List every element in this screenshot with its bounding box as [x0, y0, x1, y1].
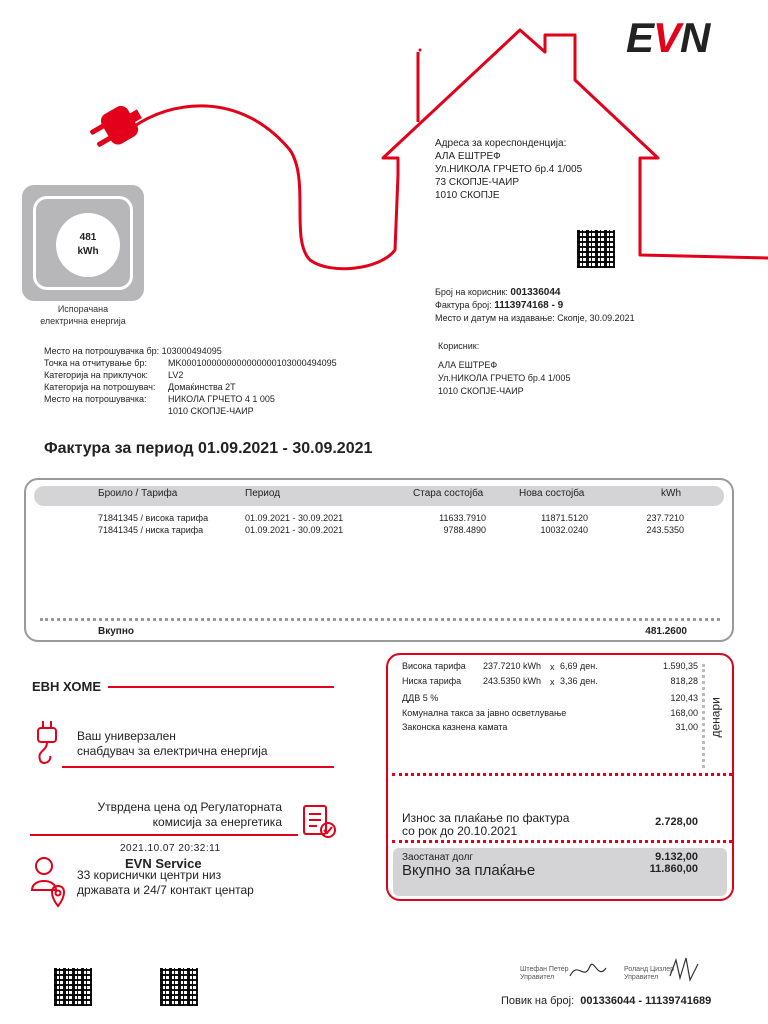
payment-reference-number: 001336044 - 11139741689 — [580, 995, 712, 1007]
table-cell: 9788.4890 — [443, 525, 486, 535]
service-title: EVN Service — [125, 856, 202, 871]
invoice-period-title: Фактура за период 01.09.2021 - 30.09.2021 — [44, 440, 373, 457]
payment-reference: Повик на број: 001336044 - 11139741689 — [501, 995, 712, 1007]
evn-logo: EVN — [626, 14, 710, 61]
signature-1-scribble — [568, 958, 608, 984]
table-cell: 01.09.2021 - 30.09.2021 — [245, 513, 344, 523]
qr-code-bottom-left — [54, 968, 92, 1006]
charge-price: 3,36 ден. — [560, 676, 598, 686]
debt-amount: 9.132,00 — [655, 851, 698, 863]
charge-x: x — [550, 677, 555, 687]
table-divider — [40, 618, 720, 621]
promo-line-1 — [62, 766, 334, 768]
charge-label: Законска казнена камата — [402, 722, 508, 732]
service-person-icon — [30, 852, 70, 912]
charge-label: Комунална такса за јавно осветлување — [402, 708, 567, 718]
plug-outline-icon — [32, 718, 68, 768]
site-info: Место на потрошувачка бр: 103000494095 Точка на отчитување бр: MK0001000000000000000103000494095 Категорија на приклучок: LV2 Категорија на потрошувач: Домаќинства 2Т Место на потрошувачка: НИКОЛА ГРЧЕТО 4 1 005 1010 СКОПЈЕ-ЧАИР — [44, 346, 337, 416]
correspondence-address: Адреса за кореспонденција: АЛА ЕШТРЕФ Ул.НИКОЛА ГРЧЕТО бр.4 1/005 73 СКОПЈЕ-ЧАИР 1010 СКОПЈЕ — [435, 138, 583, 201]
promo-title-line — [108, 686, 334, 688]
checklist-icon — [300, 802, 340, 840]
charge-qty: 243.5350 kWh — [483, 676, 542, 686]
charge-amount: 31,00 — [675, 722, 698, 732]
col-header-old: Стара состојба — [413, 488, 484, 499]
meter-caption: Испорачана електрична енергија — [40, 304, 126, 326]
signature-2-scribble — [668, 956, 700, 984]
due-amount: 2.728,00 — [655, 816, 698, 828]
charge-amount: 1.590,35 — [662, 661, 698, 671]
table-cell: 11871.5120 — [541, 513, 588, 523]
debt-label: Заостанат долг — [402, 852, 474, 863]
currency-label: денари — [708, 697, 723, 738]
account-info: Број на корисник: 001336044 Фактура број: 1113974168 - 9 Место и датум на издавање: Скопје, 30.09.2021 — [435, 287, 635, 323]
charge-label: Висока тарифа — [402, 661, 466, 671]
qr-code-bottom-mid — [160, 968, 198, 1006]
table-row: 71841345 / висока тарифа — [98, 513, 209, 523]
readings-total-label: Вкупно — [98, 626, 134, 637]
print-timestamp: 2021.10.07 20:32:11 — [120, 843, 221, 854]
plug-icon — [86, 99, 148, 154]
meter-value: 481 — [79, 232, 97, 243]
promo-line-2 — [30, 834, 298, 836]
qr-code-top — [577, 230, 615, 268]
currency-label-container — [696, 692, 736, 742]
table-cell: 01.09.2021 - 30.09.2021 — [245, 525, 344, 535]
due-text: Износ за плаќање по фактура со рок до 20.10.2021 — [402, 811, 570, 838]
readings-total-value: 481.2600 — [645, 626, 687, 637]
promo-item1: Ваш универзален снабдувач за електрична енергија — [77, 729, 268, 758]
charges-divider — [392, 773, 732, 776]
signature-2: Роланд Цизлер Управител — [624, 966, 675, 981]
charge-x: x — [550, 662, 555, 672]
customer-info: Корисник: АЛА ЕШТРЕФ Ул.НИКОЛА ГРЧЕТО бр.4 1/005 1010 СКОПЈЕ-ЧАИР — [438, 341, 571, 396]
col-header-kwh: kWh — [661, 488, 681, 499]
charge-amount: 168,00 — [670, 708, 698, 718]
meter-unit: kWh — [77, 246, 99, 257]
promo-item2: Утврдена цена од Регулаторната комисија за енергетика — [97, 800, 282, 829]
charge-amount: 818,28 — [670, 676, 698, 686]
signature-1: Штефан Петер Управител — [520, 966, 569, 981]
charge-price: 6,69 ден. — [560, 661, 598, 671]
total-label: Вкупно за плаќање — [402, 862, 536, 879]
consumption-meter — [22, 185, 144, 301]
col-header-new: Нова состојба — [519, 488, 585, 499]
col-header-period: Период — [245, 488, 281, 499]
table-cell: 11633.7910 — [439, 513, 486, 523]
col-header-meter: Броило / Тарифа — [98, 488, 178, 499]
table-cell: 243.5350 — [646, 525, 684, 535]
invoice-number: 1113974168 - 9 — [494, 300, 564, 311]
table-cell: 10032.0240 — [540, 525, 588, 535]
charge-amount: 120,43 — [670, 693, 698, 703]
table-row: 71841345 / ниска тарифа — [98, 525, 204, 535]
charge-label: Ниска тарифа — [402, 676, 462, 686]
total-amount: 11.860,00 — [649, 863, 698, 875]
user-number: 001336044 — [510, 287, 561, 298]
charges-divider-2 — [392, 840, 732, 843]
promo-title: ЕВН ХОМЕ — [32, 679, 102, 694]
service-text: 33 кориснички центри низ државата и 24/7 контакт центар — [77, 868, 254, 897]
table-cell: 237.7210 — [646, 513, 684, 523]
charge-qty: 237.7210 kWh — [483, 661, 542, 671]
charge-label: ДДВ 5 % — [402, 693, 439, 703]
